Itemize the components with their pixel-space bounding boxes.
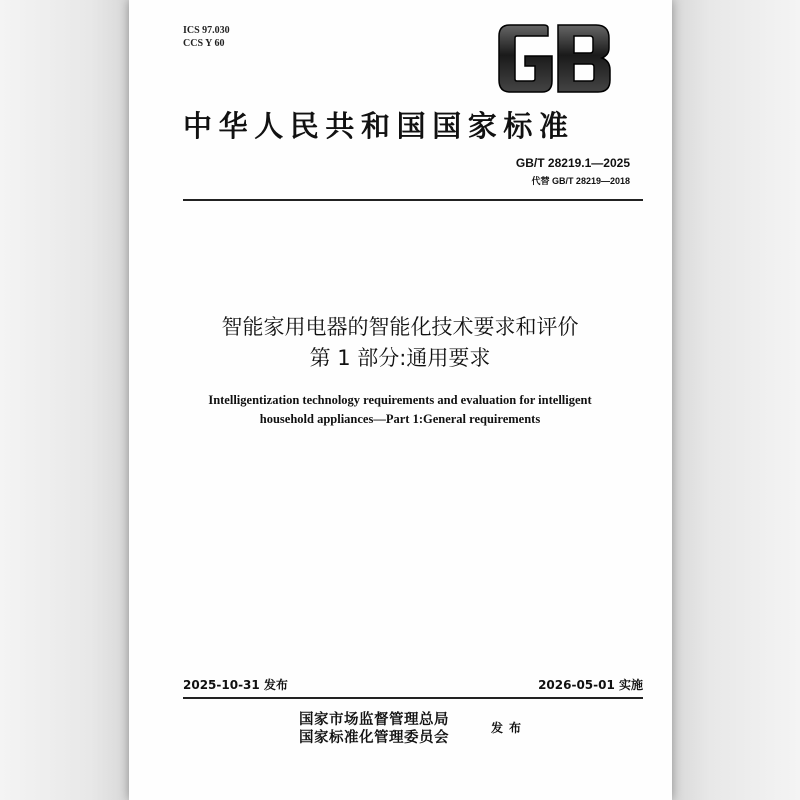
gb-logo <box>496 24 614 94</box>
header-divider <box>183 199 643 201</box>
implementation-date: 2026-05-01 实施 <box>538 678 643 692</box>
backdrop-right <box>672 0 800 800</box>
english-title-line-2: household appliances—Part 1:General requirements <box>259 412 541 426</box>
issue-date: 2025-10-31 发布 <box>183 678 288 692</box>
ccs-code: CCS Y 60 <box>183 38 225 49</box>
footer-divider <box>183 697 643 699</box>
chinese-title-line-1: 智能家用电器的智能化技术要求和评价 <box>221 315 579 339</box>
standard-number: GB/T 28219.1—2025 <box>515 156 630 170</box>
gb-logo-text: GB <box>496 24 498 25</box>
national-standard-title: 中华人民共和国国家标准 <box>183 109 575 143</box>
ics-code: ICS 97.030 <box>183 25 230 36</box>
classification-codes <box>183 24 230 50</box>
issuer-line-2: 国家标准化管理委员会 <box>299 729 449 746</box>
publish-label: 发布 <box>491 721 528 735</box>
english-title-line-1: Intelligentization technology requirements and evaluation for intelligent <box>208 393 592 407</box>
backdrop-left <box>0 0 129 800</box>
issuer-line-1: 国家市场监督管理总局 <box>299 711 449 728</box>
replaces-standard: 代替 GB/T 28219—2018 <box>531 176 630 186</box>
chinese-title-line-2: 第 1 部分:通用要求 <box>309 346 491 370</box>
